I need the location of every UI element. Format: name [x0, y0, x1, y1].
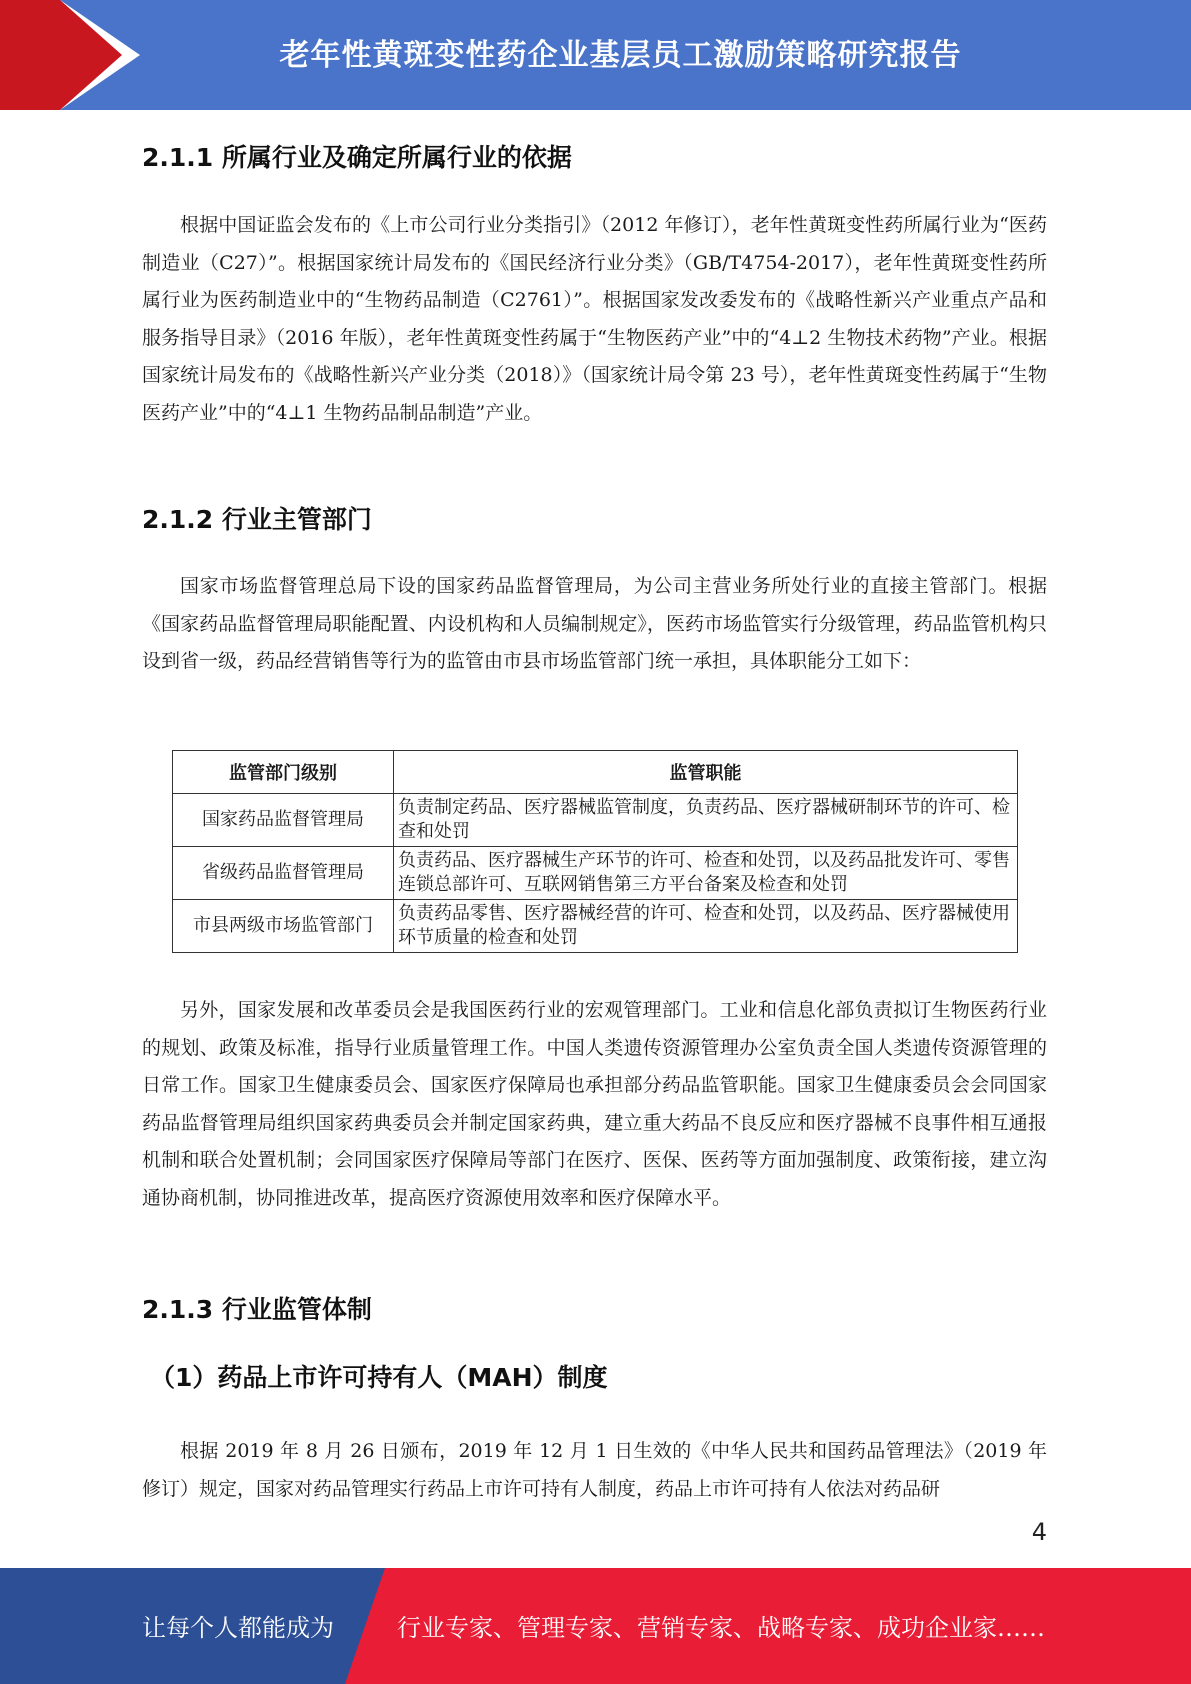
- table-cell-level: 国家药品监督管理局: [173, 794, 394, 847]
- footer-slogan-right: 行业专家、管理专家、营销专家、战略专家、成功企业家……: [397, 1614, 1045, 1642]
- section-2-1-2-heading: 2.1.2 行业主管部门: [142, 505, 372, 534]
- table-row: [173, 794, 1018, 847]
- footer-slogan-left: 让每个人都能成为: [142, 1614, 334, 1642]
- section-2-1-3-paragraph: 根据 2019 年 8 月 26 日颁布，2019 年 12 月 1 日生效的《中华人民共和国药品管理法》（2019 年修订）规定，国家对药品管理实行药品上市许可持有人制度，药品上市许可持有人依法对药品研: [142, 1440, 1047, 1500]
- table-header-level: 监管部门级别: [173, 751, 394, 794]
- table-row: [173, 847, 1018, 900]
- header-red-chevron: [60, 0, 122, 110]
- header-band: [0, 0, 1191, 110]
- section-2-1-1-paragraph: 根据中国证监会发布的《上市公司行业分类指引》（2012 年修订），老年性黄斑变性药所属行业为“医药制造业（C27）”。根据国家统计局发布的《国民经济行业分类》（GB/T4754-2017），老年性黄斑变性药所属行业为医药制造业中的“生物药品制造（C2761）”。根据国家发改委发布的《战略性新兴产业重点产品和服务指导目录》（2016 年版），老年性黄斑变性药属于“生物医药产业”中的“4⊥2 生物技术药物”产业。根据国家统计局发布的《战略性新兴产业分类（2018）》（国家统计局令第 23 号），老年性黄斑变性药属于“生物医药产业”中的“4⊥1 生物药品制品制造”产业。: [142, 214, 1047, 424]
- header-red-block: [0, 0, 60, 110]
- section-2-1-1-heading: 2.1.1 所属行业及确定所属行业的依据: [142, 143, 572, 172]
- table-row: [173, 900, 1018, 953]
- report-title: 老年性黄斑变性药企业基层员工激励策略研究报告: [279, 38, 962, 73]
- page-number: 4: [1031, 1518, 1047, 1546]
- footer-band: [0, 1568, 1191, 1684]
- section-2-1-2-paragraph-2: 另外，国家发展和改革委员会是我国医药行业的宏观管理部门。工业和信息化部负责拟订生物医药行业的规划、政策及标准，指导行业质量管理工作。中国人类遗传资源管理办公室负责全国人类遗传资源管理的日常工作。国家卫生健康委员会、国家医疗保障局也承担部分药品监管职能。国家卫生健康委员会会同国家药品监督管理局组织国家药典委员会并制定国家药典，建立重大药品不良反应和医疗器械不良事件相互通报机制和联合处置机制；会同国家医疗保障局等部门在医疗、医保、医药等方面加强制度、政策衔接，建立沟通协商机制，协同推进改革，提高医疗资源使用效率和医疗保障水平。: [142, 999, 1047, 1209]
- footer-red-slant: [345, 1568, 385, 1684]
- table-cell-duty: 负责制定药品、医疗器械监管制度，负责药品、医疗器械研制环节的许可、检查和处罚: [394, 794, 1018, 847]
- table-cell-level: 市县两级市场监管部门: [173, 900, 394, 953]
- mah-subheading: （1）药品上市许可持有人（MAH）制度: [150, 1363, 608, 1392]
- section-2-1-3-heading: 2.1.3 行业监管体制: [142, 1295, 372, 1324]
- table-cell-duty: 负责药品、医疗器械生产环节的许可、检查和处罚，以及药品批发许可、零售连锁总部许可、互联网销售第三方平台备案及检查和处罚: [394, 847, 1018, 900]
- table-header-row: [173, 751, 1018, 794]
- table-cell-duty: 负责药品零售、医疗器械经营的许可、检查和处罚，以及药品、医疗器械使用环节质量的检查和处罚: [394, 900, 1018, 953]
- section-2-1-2-paragraph: 国家市场监督管理总局下设的国家药品监督管理局，为公司主营业务所处行业的直接主管部门。根据《国家药品监督管理局职能配置、内设机构和人员编制规定》，医药市场监管实行分级管理，药品监管机构只设到省一级，药品经营销售等行为的监管由市县市场监管部门统一承担，具体职能分工如下：: [142, 575, 1047, 672]
- table-cell-level: 省级药品监督管理局: [173, 847, 394, 900]
- regulator-table: [172, 750, 1018, 953]
- table-header-duty: 监管职能: [394, 751, 1018, 794]
